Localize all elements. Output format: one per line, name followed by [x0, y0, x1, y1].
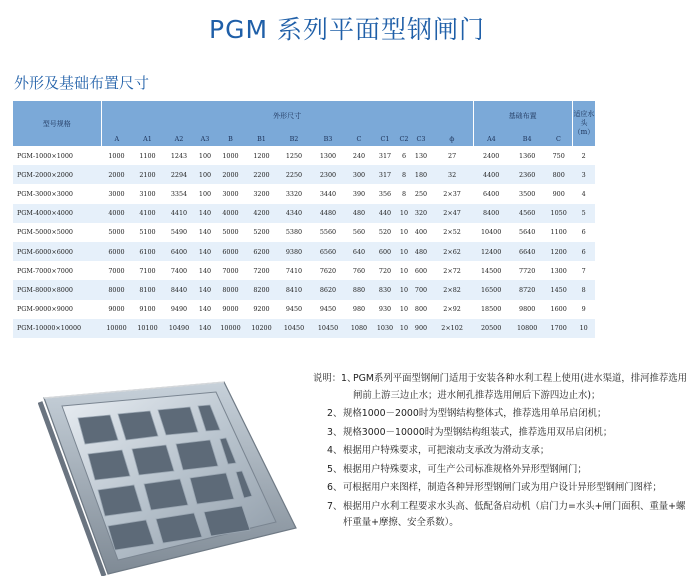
- table-cell: 6400: [473, 184, 509, 203]
- table-cell: 930: [373, 300, 397, 319]
- table-cell: 3100: [132, 184, 163, 203]
- table-cell: 6100: [132, 242, 163, 261]
- model-cell: PGM-1000×1000: [13, 146, 101, 165]
- table-cell: 356: [373, 184, 397, 203]
- table-cell: 240: [345, 146, 373, 165]
- note-item: [313, 371, 689, 404]
- table-cell: 520: [373, 223, 397, 242]
- subheader-dim-7: B3: [311, 131, 345, 146]
- table-cell: 4480: [311, 204, 345, 223]
- table-cell: 560: [345, 223, 373, 242]
- table-cell: 14500: [473, 261, 509, 280]
- table-cell: 1250: [277, 146, 311, 165]
- steel-gate-photo: [38, 378, 300, 576]
- table-cell: 1100: [545, 223, 572, 242]
- table-cell: 800: [545, 165, 572, 184]
- table-cell: 1000: [101, 146, 132, 165]
- table-cell: 2: [572, 146, 595, 165]
- table-cell: 2000: [215, 165, 246, 184]
- table-cell: 3000: [101, 184, 132, 203]
- table-cell: 8: [397, 165, 411, 184]
- table-row: [13, 319, 595, 338]
- table-cell: 6: [572, 242, 595, 261]
- table-cell: 6640: [509, 242, 545, 261]
- table-cell: 5100: [132, 223, 163, 242]
- table-cell: 900: [411, 319, 431, 338]
- table-row: [13, 300, 595, 319]
- table-cell: 20500: [473, 319, 509, 338]
- table-cell: 8400: [473, 204, 509, 223]
- note-number: 5、: [327, 463, 343, 475]
- table-cell: 16500: [473, 280, 509, 299]
- table-cell: 10: [397, 319, 411, 338]
- table-cell: 8100: [132, 280, 163, 299]
- table-cell: 10400: [473, 223, 509, 242]
- table-cell: 2300: [311, 165, 345, 184]
- table-cell: 1700: [545, 319, 572, 338]
- model-cell: PGM-9000×9000: [13, 300, 101, 319]
- table-cell: 1300: [311, 146, 345, 165]
- table-cell: 2360: [509, 165, 545, 184]
- table-cell: 317: [373, 146, 397, 165]
- table-cell: 9380: [277, 242, 311, 261]
- table-cell: 140: [195, 280, 215, 299]
- header-water-head: 适应水头（m）: [572, 101, 595, 146]
- note-number: 1、: [341, 373, 357, 384]
- model-cell: PGM-10000×10000: [13, 319, 101, 338]
- table-cell: 880: [345, 280, 373, 299]
- table-cell: 9000: [215, 300, 246, 319]
- header-foundation: 基础布置: [473, 101, 572, 131]
- note-item: [313, 443, 689, 460]
- table-cell: 6400: [163, 242, 195, 261]
- table-cell: 1080: [345, 319, 373, 338]
- table-cell: 2250: [277, 165, 311, 184]
- table-cell: 5380: [277, 223, 311, 242]
- note-item: [313, 425, 689, 442]
- table-cell: 2×52: [431, 223, 473, 242]
- table-row: [13, 165, 595, 184]
- table-cell: 7620: [311, 261, 345, 280]
- table-cell: 320: [411, 204, 431, 223]
- table-cell: 5640: [509, 223, 545, 242]
- table-cell: 7400: [163, 261, 195, 280]
- table-cell: 10000: [101, 319, 132, 338]
- notes-list: [313, 371, 689, 534]
- table-cell: 9000: [101, 300, 132, 319]
- table-cell: 5000: [101, 223, 132, 242]
- table-cell: 10: [397, 261, 411, 280]
- table-cell: 8720: [509, 280, 545, 299]
- table-cell: 4340: [277, 204, 311, 223]
- table-cell: 1200: [246, 146, 277, 165]
- subheader-dim-12: ф: [431, 131, 473, 146]
- table-cell: 6560: [311, 242, 345, 261]
- table-cell: 390: [345, 184, 373, 203]
- note-item: [313, 462, 689, 479]
- table-cell: 10490: [163, 319, 195, 338]
- table-cell: 7000: [215, 261, 246, 280]
- table-cell: 1243: [163, 146, 195, 165]
- table-cell: 9450: [311, 300, 345, 319]
- model-cell: PGM-7000×7000: [13, 261, 101, 280]
- table-cell: 9: [572, 300, 595, 319]
- table-cell: 480: [345, 204, 373, 223]
- note-number: 2、: [327, 408, 343, 419]
- table-cell: 1450: [545, 280, 572, 299]
- table-cell: 10: [397, 223, 411, 242]
- table-cell: 140: [195, 242, 215, 261]
- table-cell: 440: [373, 204, 397, 223]
- table-cell: 10450: [277, 319, 311, 338]
- table-cell: 1360: [509, 146, 545, 165]
- note-item: [313, 499, 689, 532]
- table-cell: 10450: [311, 319, 345, 338]
- note-text: 根据用户水利工程要求水头高、低配备启动机（启门力=水头+闸门面积、重量+螺杆重量+摩擦、安全系数）。: [343, 500, 686, 528]
- table-cell: 2000: [101, 165, 132, 184]
- section-title: 外形及基础布置尺寸: [14, 74, 150, 92]
- table-cell: 9100: [132, 300, 163, 319]
- subheader-dim-3: A3: [195, 131, 215, 146]
- table-cell: 700: [411, 280, 431, 299]
- table-cell: 2100: [132, 165, 163, 184]
- subheader-dim-8: C: [345, 131, 373, 146]
- note-item: [313, 480, 689, 497]
- table-cell: 7000: [101, 261, 132, 280]
- model-cell: PGM-5000×5000: [13, 223, 101, 242]
- table-cell: 4560: [509, 204, 545, 223]
- subheader-dim-10: C2: [397, 131, 411, 146]
- table-cell: 9490: [163, 300, 195, 319]
- table-cell: 9450: [277, 300, 311, 319]
- subheader-dim-11: C3: [411, 131, 431, 146]
- table-cell: 2400: [473, 146, 509, 165]
- table-cell: 7410: [277, 261, 311, 280]
- table-cell: 10: [397, 242, 411, 261]
- table-cell: 6: [572, 223, 595, 242]
- note-item: [313, 406, 689, 423]
- table-cell: 8410: [277, 280, 311, 299]
- table-cell: 2×102: [431, 319, 473, 338]
- table-cell: 4: [572, 184, 595, 203]
- table-row: [13, 242, 595, 261]
- table-cell: 830: [373, 280, 397, 299]
- table-cell: 750: [545, 146, 572, 165]
- table-cell: 8: [397, 184, 411, 203]
- table-cell: 8: [572, 280, 595, 299]
- note-text: PGM系列平面型钢闸门适用于安装各种水利工程上使用(进水渠道，排河推荐选用闸前上游三边止水；进水闸孔推荐选用闸后下游四边止水)；: [353, 373, 688, 401]
- table-cell: 4410: [163, 204, 195, 223]
- table-cell: 2×47: [431, 204, 473, 223]
- table-cell: 140: [195, 300, 215, 319]
- subheader-dim-0: A: [101, 131, 132, 146]
- header-dimensions: 外形尺寸: [101, 101, 473, 131]
- table-cell: 2200: [246, 165, 277, 184]
- table-cell: 10: [397, 204, 411, 223]
- table-cell: 2×92: [431, 300, 473, 319]
- note-text: 根据用户特殊要求，可生产公司标准规格外异形型钢闸门；: [343, 463, 587, 475]
- table-cell: 7200: [246, 261, 277, 280]
- table-cell: 10200: [246, 319, 277, 338]
- table-cell: 4400: [473, 165, 509, 184]
- table-row: [13, 261, 595, 280]
- table-cell: 5200: [246, 223, 277, 242]
- subheader-dim-9: C1: [373, 131, 397, 146]
- table-cell: 2×82: [431, 280, 473, 299]
- table-cell: 640: [345, 242, 373, 261]
- table-cell: 250: [411, 184, 431, 203]
- table-cell: 32: [431, 165, 473, 184]
- table-cell: 8620: [311, 280, 345, 299]
- table-cell: 2×37: [431, 184, 473, 203]
- table-cell: 2×62: [431, 242, 473, 261]
- page-title: PGM 系列平面型钢闸门: [209, 15, 485, 44]
- table-cell: 1100: [132, 146, 163, 165]
- subheader-dim-4: B: [215, 131, 246, 146]
- table-cell: 3500: [509, 184, 545, 203]
- table-cell: 3320: [277, 184, 311, 203]
- table-cell: 100: [195, 165, 215, 184]
- table-cell: 1000: [215, 146, 246, 165]
- table-cell: 10800: [509, 319, 545, 338]
- table-row: [13, 204, 595, 223]
- table-cell: 10: [572, 319, 595, 338]
- table-cell: 1200: [545, 242, 572, 261]
- table-cell: 760: [345, 261, 373, 280]
- table-cell: 10100: [132, 319, 163, 338]
- table-cell: 9200: [246, 300, 277, 319]
- table-cell: 6200: [246, 242, 277, 261]
- table-cell: 4200: [246, 204, 277, 223]
- table-cell: 9800: [509, 300, 545, 319]
- notes-lead: 说明：: [313, 373, 342, 384]
- table-cell: 100: [195, 146, 215, 165]
- note-text: 规格3000－10000时为型钢结构组装式，推荐选用双吊启闭机；: [343, 426, 613, 438]
- note-number: 3、: [327, 426, 343, 438]
- note-text: 规格1000－2000时为型钢结构整体式，推荐选用单吊启闭机；: [343, 408, 607, 419]
- table-cell: 3440: [311, 184, 345, 203]
- note-text: 根据用户特殊要求，可把滚动支承改为滑动支承；: [343, 445, 550, 456]
- table-cell: 3: [572, 165, 595, 184]
- table-cell: 720: [373, 261, 397, 280]
- table-cell: 600: [373, 242, 397, 261]
- table-row: [13, 146, 595, 165]
- note-text: 可根据用户来图样，制造各种异形型钢闸门或为用户设计异形型钢闸门图样；: [343, 482, 662, 493]
- subheader-base-1: B4: [509, 131, 545, 146]
- table-cell: 3200: [246, 184, 277, 203]
- table-cell: 5: [572, 204, 595, 223]
- table-cell: 2×72: [431, 261, 473, 280]
- table-cell: 8200: [246, 280, 277, 299]
- table-cell: 140: [195, 223, 215, 242]
- table-cell: 400: [411, 223, 431, 242]
- table-row: [13, 280, 595, 299]
- header-model: 型号规格: [13, 101, 101, 146]
- table-cell: 3354: [163, 184, 195, 203]
- table-cell: 6: [397, 146, 411, 165]
- table-cell: 5490: [163, 223, 195, 242]
- table-cell: 8000: [215, 280, 246, 299]
- table-cell: 600: [411, 261, 431, 280]
- table-cell: 100: [195, 184, 215, 203]
- table-cell: 10000: [215, 319, 246, 338]
- table-cell: 18500: [473, 300, 509, 319]
- table-cell: 4000: [215, 204, 246, 223]
- table-cell: 1050: [545, 204, 572, 223]
- table-cell: 2294: [163, 165, 195, 184]
- table-cell: 8440: [163, 280, 195, 299]
- subheader-dim-5: B1: [246, 131, 277, 146]
- model-cell: PGM-8000×8000: [13, 280, 101, 299]
- table-cell: 1600: [545, 300, 572, 319]
- table-row: [13, 184, 595, 203]
- table-cell: 140: [195, 261, 215, 280]
- table-cell: 140: [195, 204, 215, 223]
- table-cell: 180: [411, 165, 431, 184]
- table-cell: 6000: [101, 242, 132, 261]
- note-number: 7、: [327, 500, 343, 512]
- model-cell: PGM-3000×3000: [13, 184, 101, 203]
- table-cell: 5560: [311, 223, 345, 242]
- model-cell: PGM-4000×4000: [13, 204, 101, 223]
- table-cell: 800: [411, 300, 431, 319]
- table-cell: 5000: [215, 223, 246, 242]
- table-cell: 7100: [132, 261, 163, 280]
- table-cell: 4100: [132, 204, 163, 223]
- table-cell: 4000: [101, 204, 132, 223]
- dimensions-table: [13, 101, 595, 338]
- table-cell: 8000: [101, 280, 132, 299]
- table-cell: 300: [345, 165, 373, 184]
- table-row: [13, 223, 595, 242]
- table-cell: 12400: [473, 242, 509, 261]
- subheader-base-2: C: [545, 131, 572, 146]
- table-cell: 7: [572, 261, 595, 280]
- subheader-dim-2: A2: [163, 131, 195, 146]
- subheader-dim-6: B2: [277, 131, 311, 146]
- table-cell: 10: [397, 300, 411, 319]
- table-cell: 1300: [545, 261, 572, 280]
- table-cell: 900: [545, 184, 572, 203]
- table-cell: 10: [397, 280, 411, 299]
- table-cell: 480: [411, 242, 431, 261]
- table-cell: 3000: [215, 184, 246, 203]
- subheader-dim-1: A1: [132, 131, 163, 146]
- note-number: 4、: [327, 445, 343, 456]
- model-cell: PGM-6000×6000: [13, 242, 101, 261]
- subheader-base-0: A4: [473, 131, 509, 146]
- table-cell: 1030: [373, 319, 397, 338]
- note-number: 6、: [327, 482, 343, 493]
- table-cell: 6000: [215, 242, 246, 261]
- table-cell: 317: [373, 165, 397, 184]
- table-cell: 140: [195, 319, 215, 338]
- table-cell: 7720: [509, 261, 545, 280]
- table-cell: 130: [411, 146, 431, 165]
- model-cell: PGM-2000×2000: [13, 165, 101, 184]
- table-cell: 980: [345, 300, 373, 319]
- table-cell: 27: [431, 146, 473, 165]
